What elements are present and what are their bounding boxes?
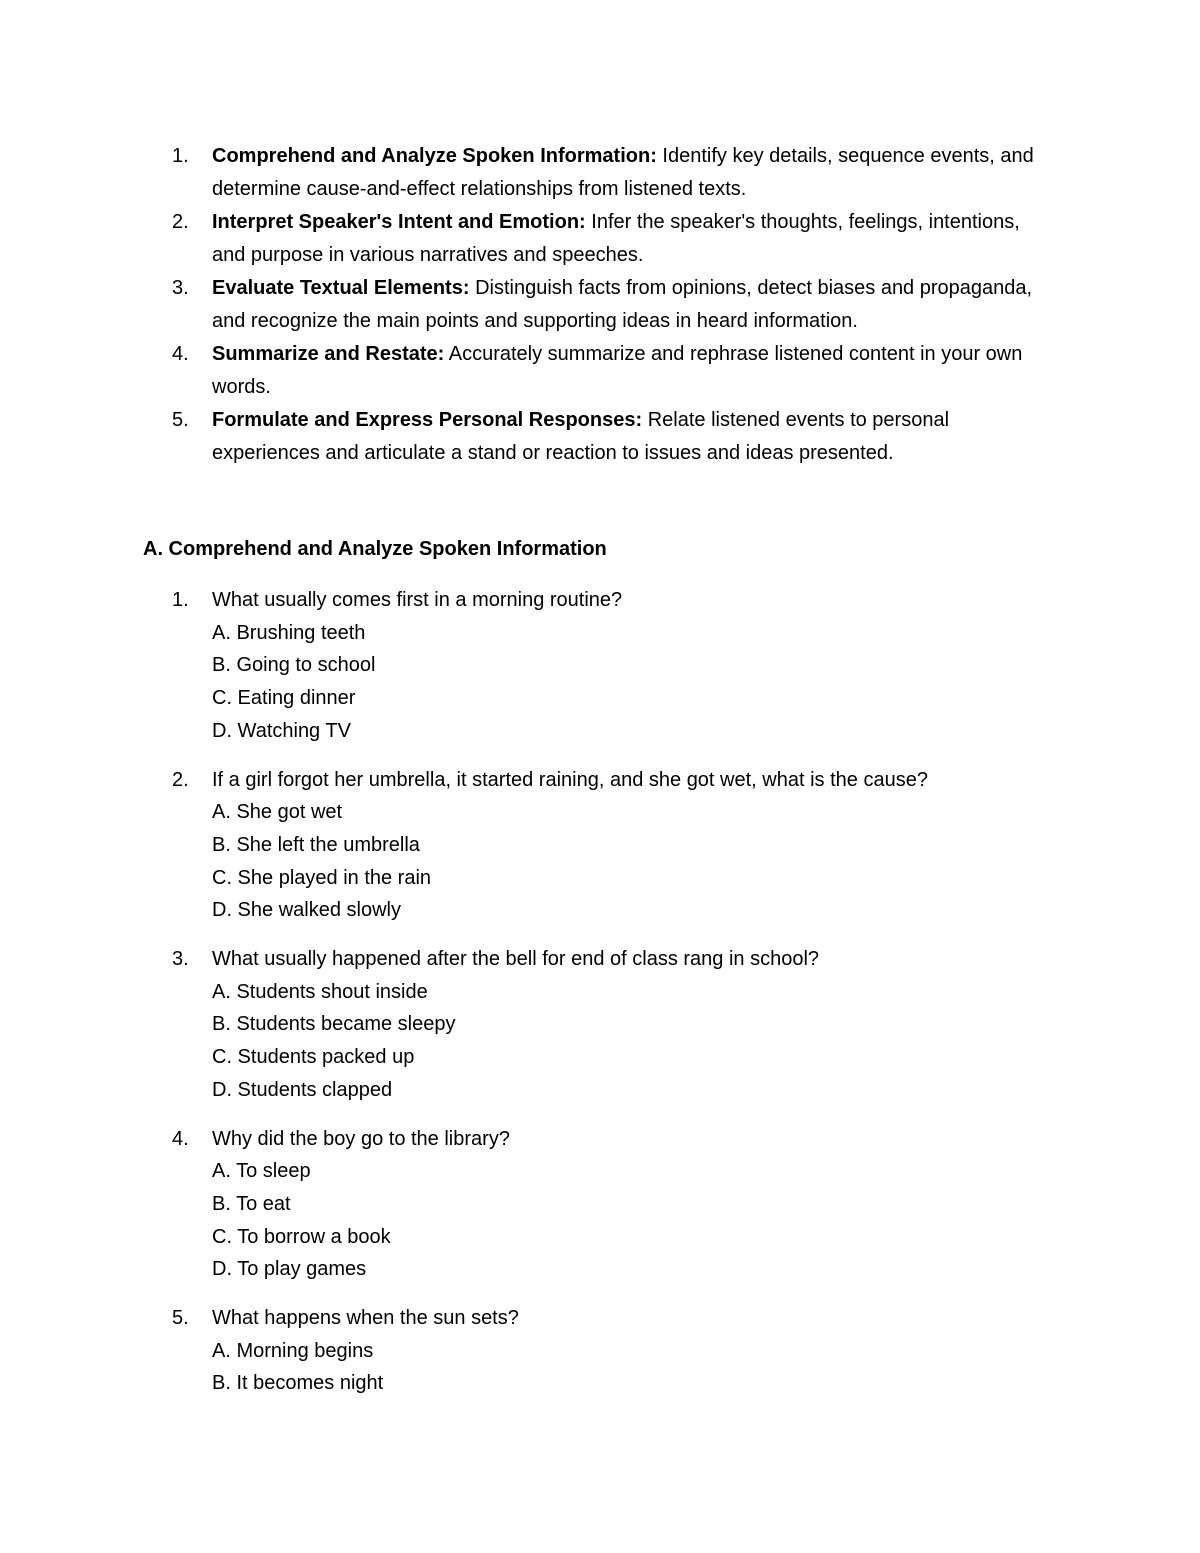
objective-text: Relate listened events to personal experiences and articulate a stand or reaction to issues and ideas presented. (212, 409, 950, 464)
objective-number: 4. (172, 343, 189, 365)
questions-list (172, 584, 1052, 1416)
answer-option: B. To eat (212, 1192, 291, 1215)
question-text: If a girl forgot her umbrella, it started raining, and she got wet, what is the cause? (212, 768, 928, 791)
question-body (212, 584, 1052, 748)
question-number: 3. (172, 948, 189, 971)
objective-text: Distinguish facts from opinions, detect biases and propaganda, and recognize the main points and supporting ideas in heard information. (212, 277, 1033, 332)
answer-option: B. It becomes night (212, 1372, 384, 1395)
objective-body (212, 272, 1052, 338)
answer-options (212, 1155, 1052, 1286)
answer-option: C. Students packed up (212, 1046, 415, 1069)
question-body (212, 943, 1052, 1107)
question-number: 4. (172, 1127, 189, 1150)
objective-number: 5. (172, 409, 189, 431)
answer-option: B. Going to school (212, 654, 376, 677)
objective-heading: Summarize and Restate: (212, 343, 445, 365)
question-text: What usually happened after the bell for end of class rang in school? (212, 948, 820, 971)
objective-text: Accurately summarize and rephrase listened content in your own words. (212, 343, 1023, 398)
objective-heading: Formulate and Express Personal Responses: (212, 409, 643, 431)
answer-option: C. She played in the rain (212, 866, 432, 889)
answer-options (212, 976, 1052, 1107)
objective-body (212, 404, 1052, 470)
objective-item (172, 338, 1052, 404)
answer-option: A. She got wet (212, 801, 343, 824)
answer-option: D. To play games (212, 1258, 367, 1281)
objective-item (172, 272, 1052, 338)
objective-number: 1. (172, 145, 189, 167)
question-number: 2. (172, 768, 189, 791)
answer-option: D. She walked slowly (212, 899, 401, 922)
objective-text: Identify key details, sequence events, and determine cause-and-effect relationships from listened texts. (212, 145, 1034, 200)
question-body (212, 764, 1052, 928)
question-number: 5. (172, 1307, 189, 1330)
objective-body (212, 206, 1052, 272)
answer-option: B. Students became sleepy (212, 1013, 456, 1036)
question-body (212, 1123, 1052, 1287)
answer-option: A. Brushing teeth (212, 621, 366, 644)
question-item (172, 584, 1052, 748)
answer-option: C. Eating dinner (212, 687, 356, 710)
objective-heading: Evaluate Textual Elements: (212, 277, 470, 299)
answer-options (212, 617, 1052, 748)
answer-option: B. She left the umbrella (212, 833, 420, 856)
objective-item (172, 404, 1052, 470)
question-item (172, 1123, 1052, 1287)
objectives-list (172, 140, 1052, 470)
objective-body (212, 140, 1052, 206)
question-item (172, 943, 1052, 1107)
question-number: 1. (172, 589, 189, 611)
objective-heading: Interpret Speaker's Intent and Emotion: (212, 211, 586, 233)
objective-number: 2. (172, 211, 189, 233)
question-item (172, 1302, 1052, 1400)
answer-option: D. Watching TV (212, 719, 351, 742)
answer-option: A. To sleep (212, 1160, 311, 1183)
section-a-heading: A. Comprehend and Analyze Spoken Information (143, 538, 607, 560)
answer-options (212, 1335, 1052, 1400)
question-text: What happens when the sun sets? (212, 1307, 519, 1330)
objective-body (212, 338, 1052, 404)
question-text: Why did the boy go to the library? (212, 1127, 510, 1150)
answer-option: C. To borrow a book (212, 1225, 391, 1248)
answer-option: A. Morning begins (212, 1339, 374, 1362)
answer-options (212, 796, 1052, 927)
objective-item (172, 140, 1052, 206)
objective-text: Infer the speaker's thoughts, feelings, intentions, and purpose in various narratives and speeches. (212, 211, 1020, 266)
objective-heading: Comprehend and Analyze Spoken Information: (212, 145, 657, 167)
question-text: What usually comes first in a morning routine? (212, 589, 623, 611)
answer-option: A. Students shout inside (212, 980, 428, 1003)
objective-number: 3. (172, 277, 189, 299)
objective-item (172, 206, 1052, 272)
question-body (212, 1302, 1052, 1400)
answer-option: D. Students clapped (212, 1078, 393, 1101)
question-item (172, 764, 1052, 928)
